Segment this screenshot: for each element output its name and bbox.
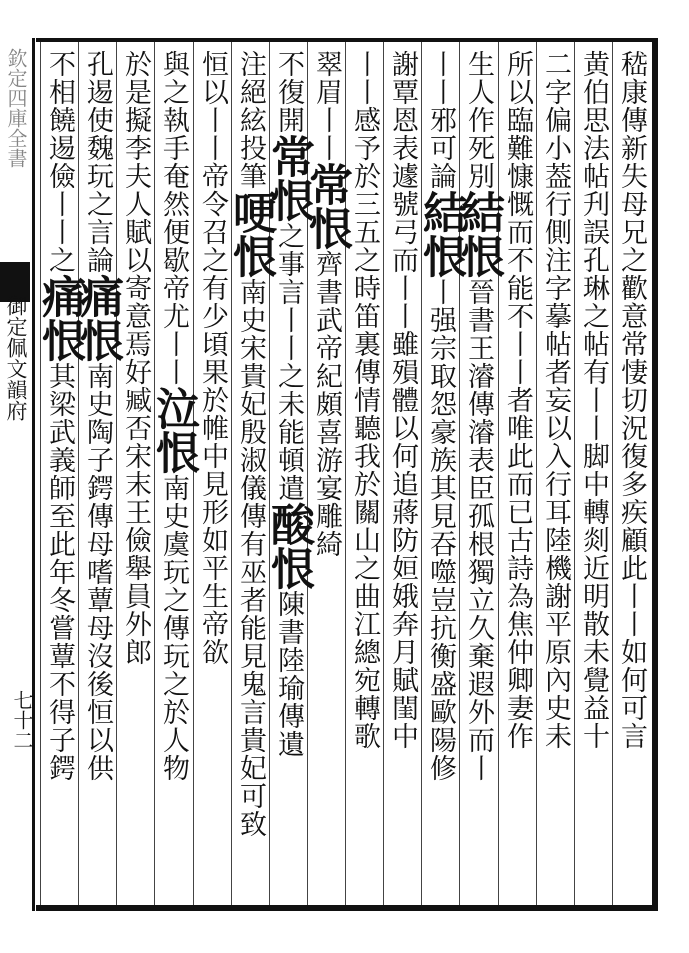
column-text: 脚中轉剡近明散未覺益十 xyxy=(578,442,609,750)
column-text: 翠眉 xyxy=(311,50,342,106)
column-text: 孔逷使魏玩之言論 xyxy=(82,50,113,274)
column-rule xyxy=(40,42,41,905)
column-text: 嵇康傳新失母兄之歡意常悽切況復多疾顧此 xyxy=(616,50,647,582)
text-column xyxy=(385,50,419,900)
column-text: 丨丨 xyxy=(349,50,380,106)
text-column xyxy=(576,50,610,900)
column-rule xyxy=(383,42,384,905)
column-text: 南史虞玩之傳玩之於人物 xyxy=(158,474,189,782)
column-text: 丨强宗取怨豪族其見吞噬豈抗衡盛歐陽修 xyxy=(425,278,456,782)
column-text: 丨 xyxy=(463,754,494,782)
headword: 酸恨 xyxy=(263,502,314,590)
column-text: 丨邪可論 xyxy=(425,78,456,190)
frame-right-border xyxy=(652,38,658,911)
frame-top-border xyxy=(36,38,656,42)
text-column xyxy=(72,50,123,900)
column-text: 丨 xyxy=(425,50,456,78)
column-text: 丨丨 xyxy=(387,274,418,330)
column-text: 恒以 xyxy=(197,50,228,106)
headword: 哽恨 xyxy=(225,190,276,278)
text-column xyxy=(614,50,648,900)
column-text: 丨丨 xyxy=(502,330,533,386)
column-text: 其梁武義師至此年冬嘗蕈不得子鍔 xyxy=(44,362,75,782)
column-text: 謝覃恩表遽號弓而 xyxy=(387,50,418,274)
column-text: 南史宋貴妃殷淑儀傳有巫者能見鬼言貴妃可致 xyxy=(235,278,266,838)
column-text: 二字偏小葢行側注字摹帖者妄以入行耳陸機謝平原內史未 xyxy=(540,50,571,750)
column-rule xyxy=(459,42,460,905)
column-text: 丨丨 xyxy=(616,582,647,638)
headword: 結恨 xyxy=(453,190,504,278)
column-rule xyxy=(78,42,79,905)
text-column xyxy=(148,50,199,900)
column-text: 者唯此而已古詩為焦仲卿妻作 xyxy=(502,386,533,750)
headword: 結恨 xyxy=(415,190,466,278)
column-text: 注絕絃投筆 xyxy=(235,50,266,190)
column-text: 雖殞體以何追蔣防姮娥奔月賦閨中 xyxy=(387,330,418,750)
headword: 泣恨 xyxy=(148,386,199,474)
column-text: 丨丨 xyxy=(578,386,609,442)
page-number: 七十二 xyxy=(10,690,34,750)
column-text: 生人作死別 xyxy=(463,50,494,190)
column-text: 丨丨 xyxy=(158,330,189,386)
column-text: 如何可言 xyxy=(616,638,647,750)
text-column xyxy=(301,50,352,900)
headword: 痛恨 xyxy=(72,274,123,362)
headword: 痛恨 xyxy=(34,274,85,362)
column-text: 好臧否宋末王儉舉員外郎 xyxy=(120,358,151,666)
column-text: 之 xyxy=(44,246,75,274)
text-column xyxy=(500,50,534,900)
text-column xyxy=(453,50,504,900)
column-rule xyxy=(574,42,575,905)
column-text: 黄伯思法帖刋誤孔琳之帖有 xyxy=(578,50,609,386)
column-text: 丨丨 xyxy=(311,106,342,162)
column-text: 陳書陸瑜傳遺 xyxy=(273,590,304,758)
text-column xyxy=(415,50,466,900)
text-column xyxy=(118,50,152,900)
column-text: 於是擬李夫人賦以寄意焉 xyxy=(120,50,151,358)
column-text: 南史陶子鍔傳母嗜蕈母沒後恒以供 xyxy=(82,362,113,782)
column-text: 之事言 xyxy=(273,222,304,306)
column-text: 帝令召之有少頃果於帷中見形如平生帝欲 xyxy=(197,162,228,666)
text-column xyxy=(195,50,229,900)
column-rule xyxy=(116,42,117,905)
column-text: 丨丨 xyxy=(273,306,304,362)
frame-left-border xyxy=(32,38,35,911)
column-rule xyxy=(421,42,422,905)
text-column xyxy=(538,50,572,900)
column-text: 感予於三五之時笛裏傳情聽我於關山之曲江總宛轉歌 xyxy=(349,106,380,750)
column-text: 不復開 xyxy=(273,50,304,134)
column-text: 晉書王濬傳濬表臣孤根獨立久棄遐外而 xyxy=(463,278,494,754)
column-rule xyxy=(536,42,537,905)
column-text: 齊書武帝紀頗喜游宴雕綺 xyxy=(311,250,342,558)
text-column xyxy=(34,50,85,900)
frame-bottom-border xyxy=(36,905,656,911)
column-rule xyxy=(612,42,613,905)
column-text: 之未能頓遣 xyxy=(273,362,304,502)
column-rule xyxy=(498,42,499,905)
text-column xyxy=(347,50,381,900)
column-text: 丨丨 xyxy=(197,106,228,162)
text-column xyxy=(263,50,314,900)
margin-collection-title: 欽定四庫全書 xyxy=(4,48,28,168)
column-text: 所以臨難慷慨而不能不 xyxy=(502,50,533,330)
column-text: 不相饒逷儉 xyxy=(44,50,75,190)
column-text: 丨丨 xyxy=(44,190,75,246)
column-rule xyxy=(231,42,232,905)
headword: 常恨 xyxy=(263,134,314,222)
margin-book-title: 御定佩文韻府 xyxy=(4,295,28,421)
headword: 常恨 xyxy=(301,162,352,250)
text-column xyxy=(225,50,276,900)
column-text: 與之執手奄然便歇帝尤 xyxy=(158,50,189,330)
